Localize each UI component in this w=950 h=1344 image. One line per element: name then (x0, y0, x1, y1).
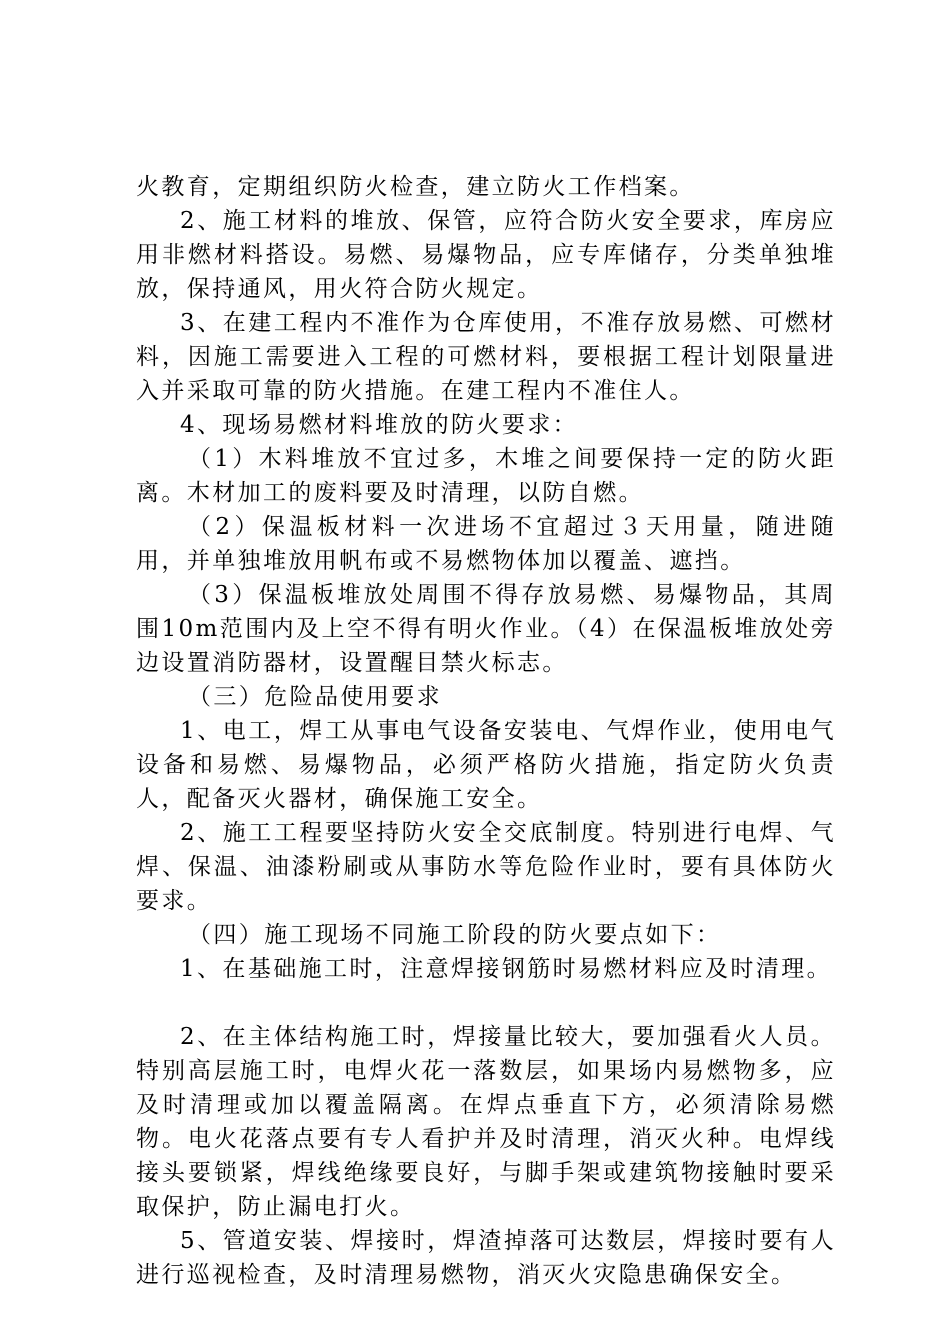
paragraph: 4、现场易燃材料堆放的防火要求： (180, 412, 579, 438)
paragraph: 5、管道安装、焊接时，焊渣掉落可达数层，焊接时要有人进行巡视检查，及时清理易燃物，消灭火灾隐患确保安全。 (136, 1228, 836, 1288)
paragraph: 2、施工工程要坚持防火安全交底制度。特别进行电焊、气焊、保温、油漆粉刷或从事防水等危险作业时，要有具体防火要求。 (136, 820, 836, 914)
paragraph: 1、电工，焊工从事电气设备安装电、气焊作业，使用电气设备和易燃、易爆物品，必须严格防火措施，指定防火负责人，配备灭火器材，确保施工安全。 (136, 718, 836, 812)
paragraph: 3、在建工程内不准作为仓库使用，不准存放易燃、可燃材料，因施工需要进入工程的可燃材料，要根据工程计划限量进入并采取可靠的防火措施。在建工程内不准住人。 (136, 310, 836, 404)
section-heading: （四）施工现场不同施工阶段的防火要点如下： (188, 922, 722, 948)
paragraph: 2、在主体结构施工时，焊接量比较大，要加强看火人员。特别高层施工时，电焊火花一落数层，如果场内易燃物多，应及时清理或加以覆盖隔离。在焊点垂直下方，必须清除易燃物。电火花落点要有专人看护并及时清理，消灭火种。电焊线接头要锁紧，焊线绝缘要良好，与脚手架或建筑物接触时要采取保护，防止漏电打火。 (136, 1024, 836, 1220)
blank-line (136, 986, 836, 1020)
paragraph: （2）保温板材料一次进场不宜超过３天用量，随进随用，并单独堆放用帆布或不易燃物体加以覆盖、遮挡。 (136, 514, 836, 574)
section-heading: （三）危险品使用要求 (188, 684, 442, 710)
paragraph: （1）木料堆放不宜过多，木堆之间要保持一定的防火距离。木材加工的废料要及时清理，以防自燃。 (136, 446, 836, 506)
paragraph: 2、施工材料的堆放、保管，应符合防火安全要求，库房应用非燃材料搭设。易燃、易爆物品，应专库储存，分类单独堆放，保持通风，用火符合防火规定。 (136, 208, 836, 302)
paragraph: 火教育，定期组织防火检查，建立防火工作档案。 (136, 174, 695, 200)
paragraph: 1、在基础施工时，注意焊接钢筋时易燃材料应及时清理。 (180, 956, 833, 982)
paragraph: （3）保温板堆放处周围不得存放易燃、易爆物品，其周围10m范围内及上空不得有明火作业。（4）在保温板堆放处旁边设置消防器材，设置醒目禁火标志。 (136, 582, 836, 676)
document-body (136, 170, 836, 1292)
